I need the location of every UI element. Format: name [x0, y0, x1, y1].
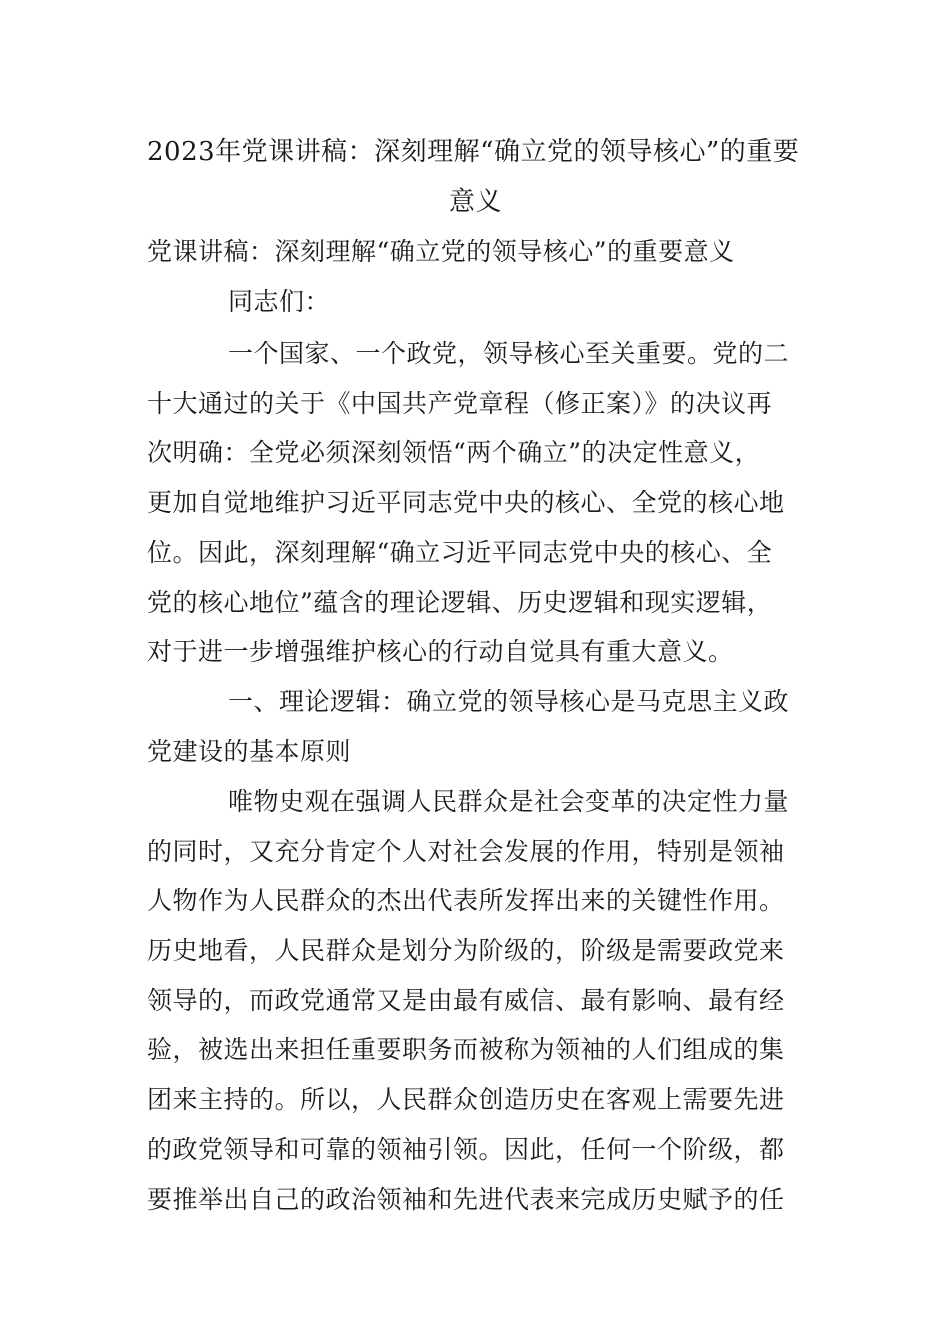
intro-paragraph-line: 党的核心地位”蕴含的理论逻辑、历史逻辑和现实逻辑，: [147, 588, 773, 617]
section-paragraph-line: 的同时，又充分肯定个人对社会发展的作用，特别是领袖: [147, 837, 785, 866]
section-heading-line: 一、理论逻辑：确立党的领导核心是马克思主义政: [228, 687, 790, 716]
section-heading-line: 党建设的基本原则: [147, 737, 352, 766]
document-subtitle: 党课讲稿：深刻理解“确立党的领导核心”的重要意义: [147, 237, 735, 266]
salutation: 同志们：: [228, 287, 331, 316]
intro-paragraph-line: 次明确：全党必须深刻领悟“两个确立”的决定性意义，: [147, 438, 761, 467]
intro-paragraph-line: 十大通过的关于《中国共产党章程（修正案）》的决议再: [147, 389, 773, 418]
document-title-line-2: 意义: [449, 187, 503, 217]
intro-paragraph-line: 一个国家、一个政党，领导核心至关重要。党的二: [228, 339, 790, 368]
section-paragraph-line: 的政党领导和可靠的领袖引领。因此，任何一个阶级，都: [147, 1135, 785, 1164]
section-paragraph-line: 验，被选出来担任重要职务而被称为领袖的人们组成的集: [147, 1035, 785, 1064]
section-paragraph-line: 人物作为人民群众的杰出代表所发挥出来的关键性作用。: [147, 886, 785, 915]
section-paragraph-line: 唯物史观在强调人民群众是社会变革的决定性力量: [228, 787, 790, 816]
section-paragraph-line: 团来主持的。所以，人民群众创造历史在客观上需要先进: [147, 1085, 785, 1114]
section-paragraph-line: 要推举出自己的政治领袖和先进代表来完成历史赋予的任: [147, 1185, 785, 1214]
intro-paragraph-line: 更加自觉地维护习近平同志党中央的核心、全党的核心地: [147, 488, 785, 517]
section-paragraph-line: 历史地看，人民群众是划分为阶级的，阶级是需要政党来: [147, 936, 785, 965]
document-title-line-1: 2023年党课讲稿：深刻理解“确立党的领导核心”的重要: [147, 137, 800, 167]
intro-paragraph-line: 位。因此，深刻理解“确立习近平同志党中央的核心、全: [147, 538, 773, 567]
intro-paragraph-line: 对于进一步增强维护核心的行动自觉具有重大意义。: [147, 637, 734, 666]
section-paragraph-line: 领导的，而政党通常又是由最有威信、最有影响、最有经: [147, 986, 785, 1015]
